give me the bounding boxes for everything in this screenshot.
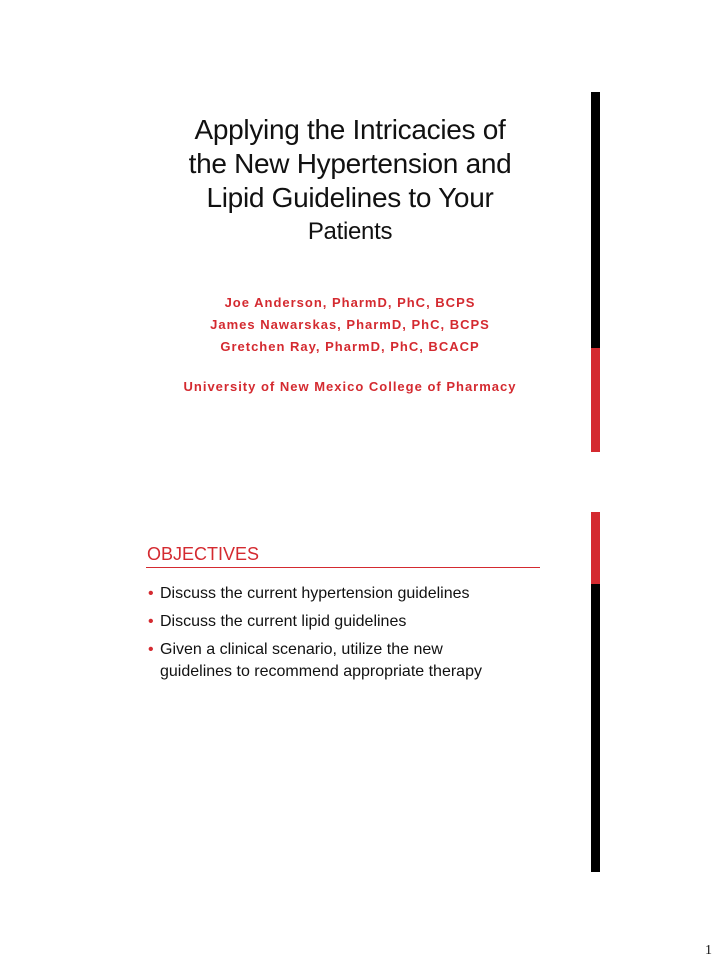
objectives-heading: OBJECTIVES xyxy=(147,544,260,564)
title-slide xyxy=(0,0,720,470)
objectives-list xyxy=(148,583,568,689)
slide-bar-accent xyxy=(591,348,600,452)
author-name: Gretchen Ray, PharmD, PhC, BCACP xyxy=(220,339,480,354)
slide-bar-dark xyxy=(591,92,600,348)
bullet-icon: • xyxy=(148,613,154,630)
slide-bar-accent xyxy=(591,512,600,584)
list-item xyxy=(148,583,568,605)
bullet-icon: • xyxy=(148,585,154,602)
bullet-icon: • xyxy=(148,641,154,658)
university-name: University of New Mexico College of Pharmacy xyxy=(183,379,517,394)
title-line: Patients xyxy=(307,218,393,245)
author-name: Joe Anderson, PharmD, PhC, BCPS xyxy=(224,295,476,310)
slide-title xyxy=(140,113,560,247)
list-item-text: Given a clinical scenario, utilize the new xyxy=(160,641,443,658)
list-item xyxy=(148,639,568,683)
list-item-text: Discuss the current lipid guidelines xyxy=(160,613,407,630)
title-line: Lipid Guidelines to Your xyxy=(206,182,494,213)
slide-bar-dark xyxy=(591,584,600,872)
author-name: James Nawarskas, PharmD, PhC, BCPS xyxy=(210,317,490,332)
list-item-text: Discuss the current hypertension guidelines xyxy=(160,585,470,602)
objectives-slide xyxy=(0,500,720,900)
heading-divider xyxy=(146,567,540,568)
title-line: the New Hypertension and xyxy=(188,148,512,179)
title-line: Applying the Intricacies of xyxy=(194,114,506,145)
page-number: 1 xyxy=(705,943,712,958)
list-item xyxy=(148,611,568,633)
list-item-text: guidelines to recommend appropriate therapy xyxy=(160,663,482,680)
author-list xyxy=(140,292,560,358)
